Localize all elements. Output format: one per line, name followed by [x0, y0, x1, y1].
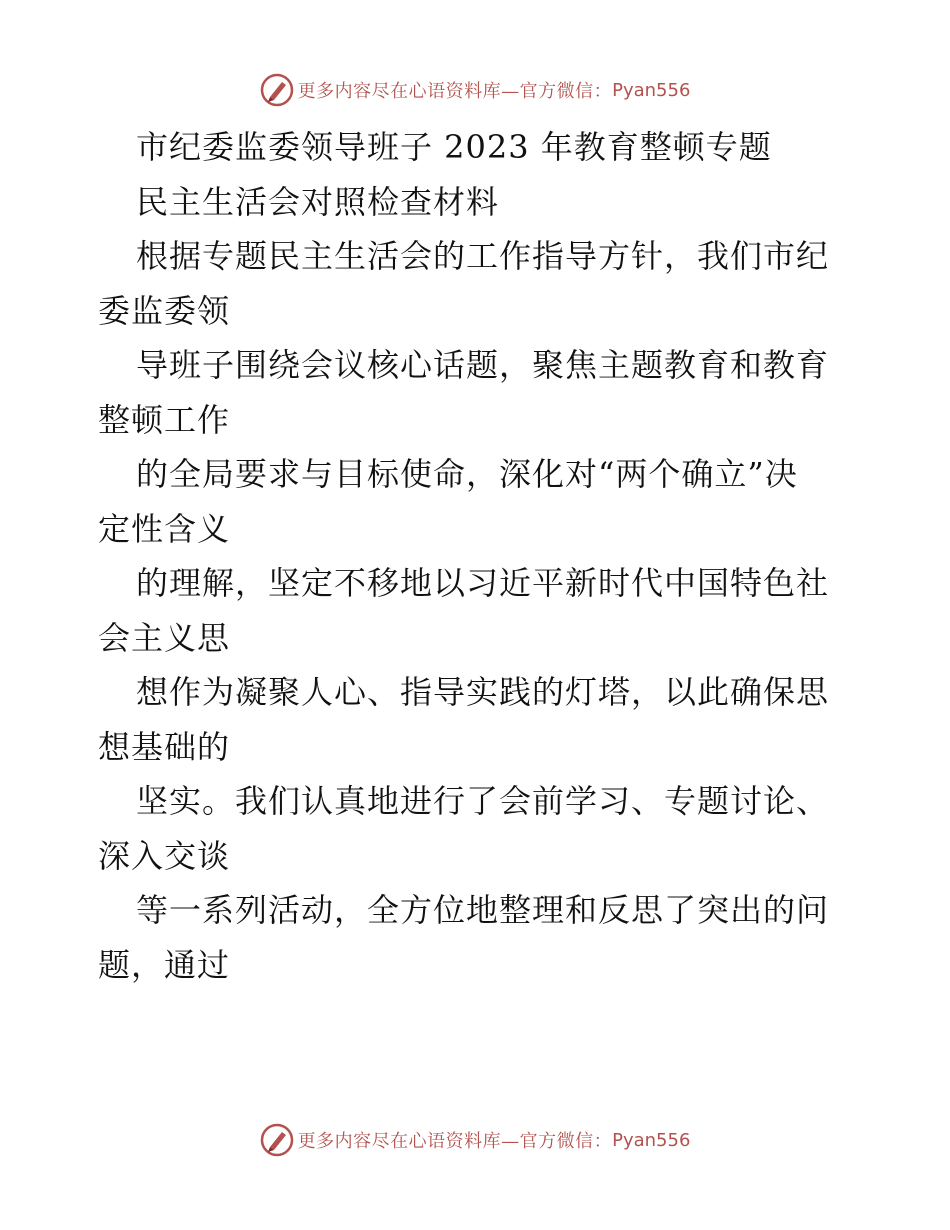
- footer-watermark: [0, 1122, 950, 1158]
- paragraph-line: 题，通过: [98, 945, 231, 984]
- paragraph-line: 深入交谈: [98, 836, 231, 875]
- paragraph-line: 委监委领: [98, 291, 231, 330]
- document-body: [98, 120, 858, 992]
- pen-badge-icon: [260, 73, 294, 107]
- paragraph-line: 根据专题民主生活会的工作指导方针，我们市纪: [136, 237, 830, 275]
- paragraph-line: 等一系列活动，全方位地整理和反思了突出的问: [136, 891, 830, 929]
- doc-title-line-2: 民主生活会对照检查材料: [136, 182, 500, 221]
- watermark-wechat-id: Pyan556: [612, 1129, 691, 1151]
- paragraph-line: 会主义思: [98, 618, 231, 657]
- doc-title-line-1: 市纪委监委领导班子 2023 年教育整顿专题: [136, 128, 772, 166]
- paragraph-line: 定性含义: [98, 509, 231, 548]
- paragraph-line: 坚实。我们认真地进行了会前学习、专题讨论、: [136, 782, 830, 820]
- watermark-text: 更多内容尽在心语资料库—官方微信：: [297, 1131, 613, 1152]
- paragraph-line: 的理解，坚定不移地以习近平新时代中国特色社: [136, 564, 830, 602]
- pen-badge-icon: [260, 1123, 294, 1157]
- paragraph-line: 想基础的: [98, 727, 231, 766]
- watermark-wechat-id: Pyan556: [612, 79, 691, 101]
- paragraph-line: 导班子围绕会议核心话题，聚焦主题教育和教育: [136, 346, 830, 384]
- watermark-text: 更多内容尽在心语资料库—官方微信：: [297, 81, 613, 102]
- paragraph-line: 的全局要求与目标使命，深化对“两个确立”决: [136, 455, 798, 493]
- header-watermark: [0, 72, 950, 108]
- paragraph-line: 想作为凝聚人心、指导实践的灯塔，以此确保思: [136, 673, 830, 711]
- paragraph-line: 整顿工作: [98, 400, 231, 439]
